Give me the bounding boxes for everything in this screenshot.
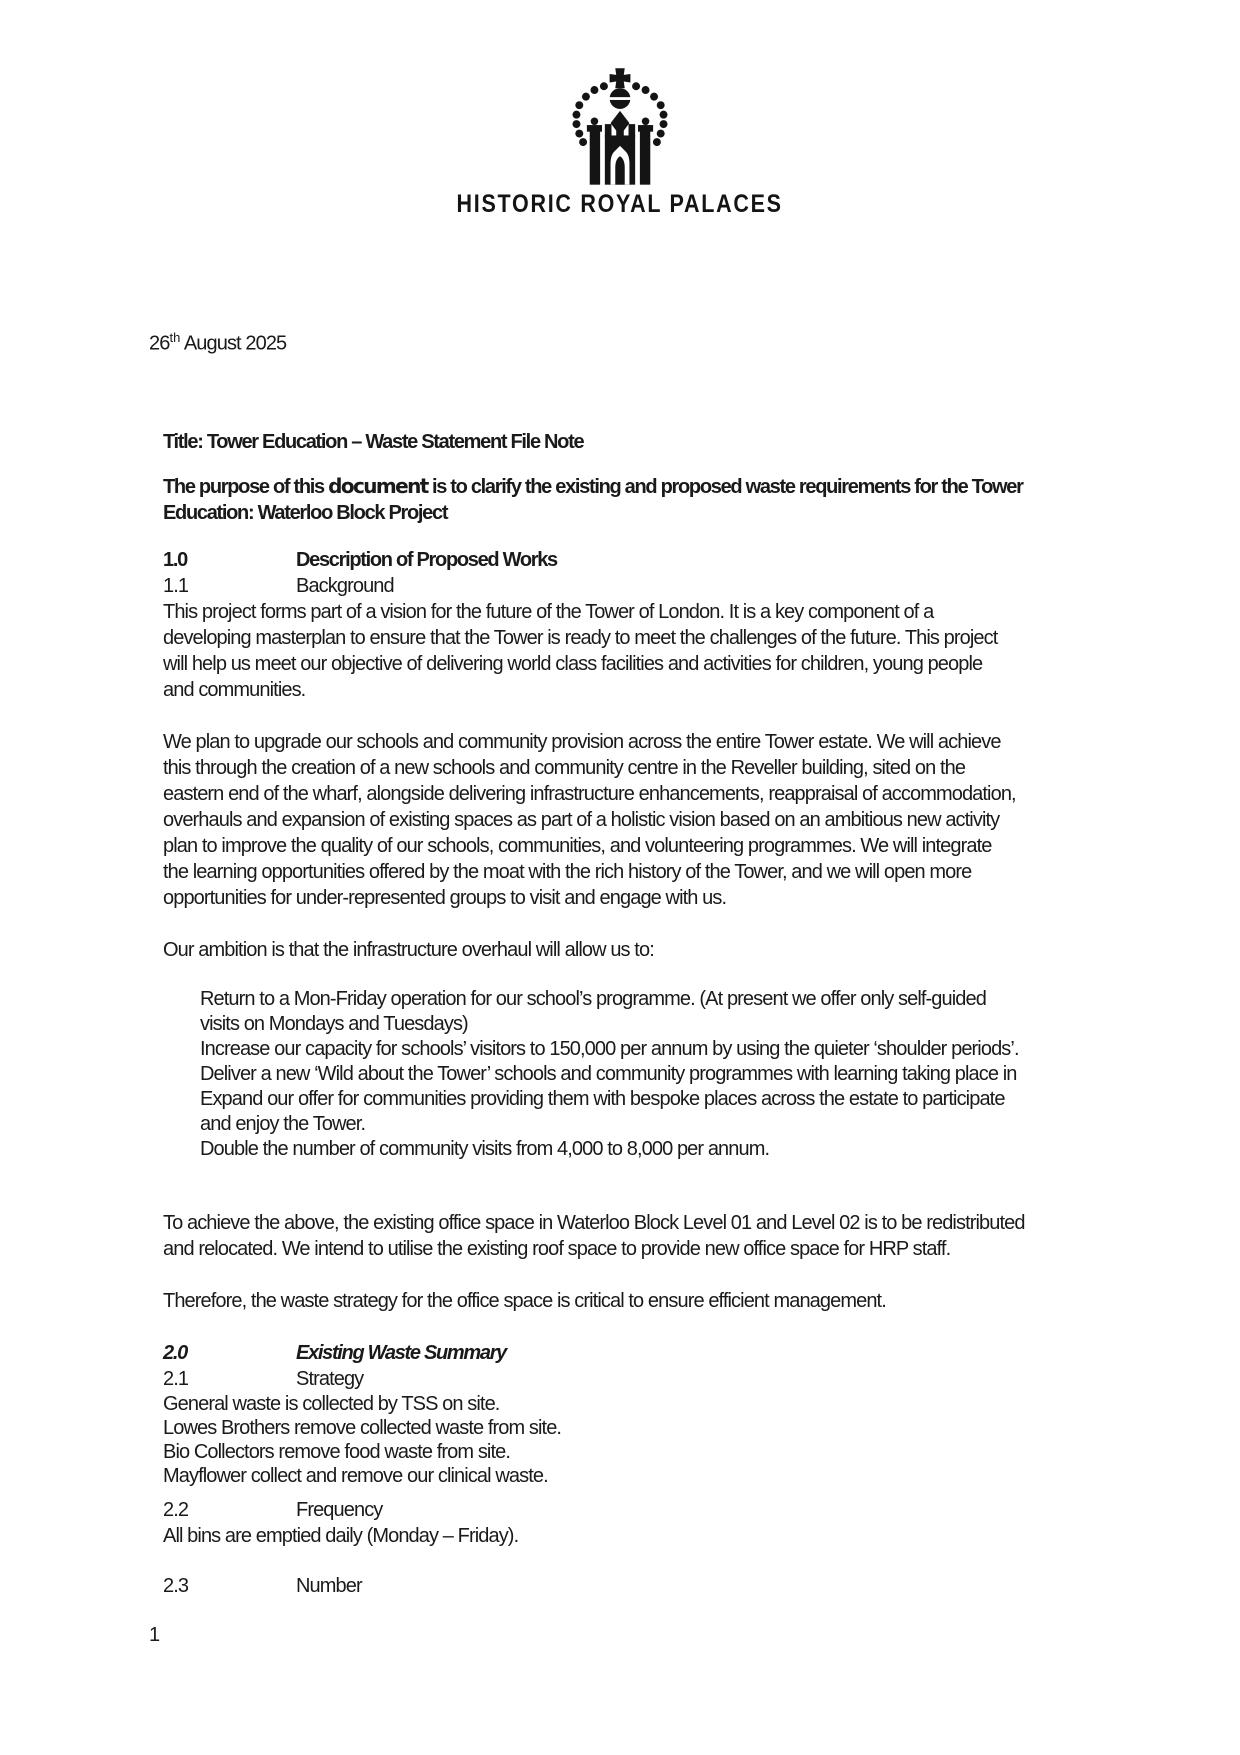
purpose-text: The purpose of this — [163, 475, 329, 498]
strategy-lines — [163, 1392, 1088, 1488]
hrp-logo — [0, 66, 1240, 219]
waste-strategy-paragraph: Therefore, the waste strategy for the office space is critical to ensure efficient management. — [163, 1289, 886, 1312]
text-line: General waste is collected by TSS on site. — [163, 1392, 500, 1415]
list-item-line: Return to a Mon-Friday operation for our school’s programme. (At present we offer only self-guided — [200, 987, 986, 1010]
text-line: eastern end of the wharf, alongside delivering infrastructure enhancements, reappraisal of accommodation, — [163, 782, 1016, 805]
date-ordinal: th — [169, 330, 181, 345]
section-title: Frequency — [296, 1498, 383, 1521]
section-number: 2.1 — [163, 1367, 189, 1390]
section-title: Existing Waste Summary — [296, 1341, 507, 1364]
text-line — [163, 473, 1088, 500]
background-paragraph — [163, 599, 1088, 703]
document-date — [149, 325, 1088, 357]
list-item-line: visits on Mondays and Tuesdays) — [200, 1012, 468, 1035]
section-1-heading — [163, 547, 1088, 573]
text-line: To achieve the above, the existing office space in Waterloo Block Level 01 and Level 02 is to be redistributed — [163, 1211, 1025, 1234]
text-line: Education: Waterloo Block Project — [163, 501, 448, 524]
list-item-line: Double the number of community visits from 4,000 to 8,000 per annum. — [200, 1137, 770, 1160]
text-line: and relocated. We intend to utilise the existing roof space to provide new office space for HRP staff. — [163, 1237, 951, 1260]
text-line: Bio Collectors remove food waste from site. — [163, 1440, 511, 1463]
text-line: This project forms part of a vision for the future of the Tower of London. It is a key component of a — [163, 600, 934, 623]
text-line: this through the creation of a new schools and community centre in the Reveller building, sited on the — [163, 756, 966, 779]
section-2-1-heading — [163, 1366, 1088, 1392]
text-line: developing masterplan to ensure that the Tower is ready to meet the challenges of the future. This project — [163, 626, 998, 649]
text-line: Mayflower collect and remove our clinical waste. — [163, 1464, 548, 1487]
section-title: Number — [296, 1574, 362, 1597]
text-line: plan to improve the quality of our schools, communities, and volunteering programmes. We will integrate — [163, 834, 992, 857]
text-line: the learning opportunities offered by the moat with the rich history of the Tower, and we will open more — [163, 860, 972, 883]
section-2-heading — [163, 1340, 1088, 1366]
text-line: Lowes Brothers remove collected waste from site. — [163, 1416, 562, 1439]
ambition-intro: Our ambition is that the infrastructure overhaul will allow us to: — [163, 938, 654, 961]
list-item-line: Expand our offer for communities providing them with bespoke places across the estate to participate — [200, 1087, 1005, 1110]
section-number: 2.0 — [163, 1341, 187, 1364]
list-item-line: and enjoy the Tower. — [200, 1112, 366, 1135]
purpose-paragraph — [163, 473, 1088, 526]
section-2-2-heading — [163, 1497, 1088, 1523]
text-line: We plan to upgrade our schools and community provision across the entire Tower estate. We will achieve — [163, 730, 1001, 753]
section-number: 1.1 — [163, 574, 189, 597]
section-title: Strategy — [296, 1367, 364, 1390]
text-line: opportunities for under-represented groups to visit and engage with us. — [163, 886, 727, 909]
section-title: Description of Proposed Works — [296, 548, 557, 571]
ambition-list — [163, 987, 1088, 1162]
document-title: Title: Tower Education – Waste Statement File Note — [163, 430, 584, 453]
logo-wordmark: HISTORIC ROYAL PALACES — [456, 190, 784, 218]
purpose-emphasis-word: document — [328, 473, 428, 498]
page-number: 1 — [149, 1624, 161, 1646]
section-number: 2.2 — [163, 1498, 189, 1521]
date-day: 26 — [149, 332, 170, 355]
upgrade-paragraph — [163, 729, 1088, 911]
document-body — [149, 325, 1088, 1599]
text-line: and communities. — [163, 678, 306, 701]
date-month-year: August 2025 — [180, 332, 287, 355]
section-2-3-heading — [163, 1573, 1088, 1599]
section-title: Background — [296, 574, 394, 597]
text-line: will help us meet our objective of delivering world class facilities and activities for children, young people — [163, 652, 983, 675]
list-item-line: Increase our capacity for schools’ visitors to 150,000 per annum by using the quieter ‘shoulder periods’. — [200, 1037, 1019, 1060]
list-item-line: Deliver a new ‘Wild about the Tower’ schools and community programmes with learning taking place in — [200, 1062, 1017, 1085]
purpose-text: is to clarify the existing and proposed waste requirements for the Tower — [427, 475, 1023, 498]
section-1-1-heading — [163, 573, 1088, 599]
text-line: overhauls and expansion of existing spaces as part of a holistic vision based on an ambitious new activity — [163, 808, 1000, 831]
redistribution-paragraph — [163, 1210, 1088, 1262]
section-number: 2.3 — [163, 1574, 189, 1597]
section-number: 1.0 — [163, 548, 187, 571]
frequency-paragraph: All bins are emptied daily (Monday – Friday). — [163, 1524, 519, 1547]
hrp-crown-icon — [567, 66, 673, 188]
